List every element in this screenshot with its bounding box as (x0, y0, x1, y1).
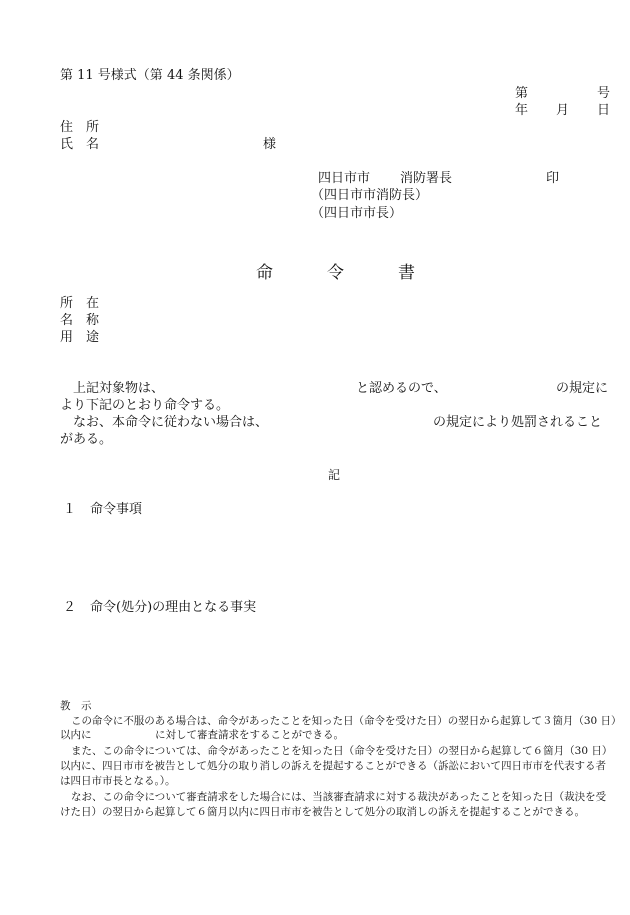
body-p2-a: なお、本命令に従わない場合は、 (73, 415, 269, 430)
title-char: 命 (256, 263, 273, 283)
item-1-number: １ (63, 502, 77, 517)
body-p1-b: と認めるので、 (356, 381, 447, 396)
issuer-alt-2: （四日市市長） (311, 206, 403, 221)
date-month: 月 (556, 103, 570, 118)
body-p1-c: の規定に (556, 381, 609, 396)
property-name-label: 名 称 (60, 313, 100, 328)
doc-number-suffix: 号 (597, 86, 611, 101)
issuer-alt-1: （四日市市消防長） (311, 188, 429, 203)
name-label: 氏 名 (60, 137, 100, 152)
item-2-label: 命令(処分)の理由となる事実 (90, 600, 257, 615)
form-title: 第 11 号様式（第 44 条関係） (60, 68, 240, 83)
notice-p1-line2-pre: 以内に (60, 729, 92, 741)
notice-p2-line3: は四日市市長となる。）。 (60, 775, 176, 787)
date-day: 日 (597, 103, 611, 118)
honorific: 様 (263, 137, 277, 152)
notice-p1-line1: この命令に不服のある場合は、命令があったことを知った日（命令を受けた日）の翌日から起算して３箇月（30 日） (71, 715, 622, 727)
item-2-number: ２ (63, 600, 77, 615)
body-p1-a: 上記対象物は、 (73, 381, 165, 396)
notice-p1-line2-post: に対して審査請求をすることができる。 (155, 729, 344, 741)
doc-number-prefix: 第 (515, 86, 529, 101)
notice-p2-line2: 以内に、四日市市を被告として処分の取り消しの訴えを提起することができる（訴訟において四日市市を代表する者 (60, 760, 606, 772)
date-year: 年 (515, 103, 529, 118)
notice-p2-line1: また、この命令については、命令があったことを知った日（命令を受けた日）の翌日から起算して６箇月（30 日） (71, 745, 613, 757)
title-char: 令 (327, 263, 344, 283)
body-p1-d: より下記のとおり命令する。 (60, 398, 230, 413)
item-1-label: 命令事項 (90, 502, 143, 517)
location-label: 所 在 (60, 296, 100, 311)
address-label: 住 所 (60, 120, 100, 135)
notice-p3-line2: けた日）の翌日から起算して６箇月以内に四日市市を被告として処分の取消しの訴えを提起することができる。 (60, 806, 585, 818)
notice-heading: 教 示 (60, 700, 92, 712)
use-label: 用 途 (60, 330, 100, 345)
notice-p3-line1: なお、この命令について審査請求をした場合には、当該審査請求に対する裁決があったことを知った日（裁決を受 (71, 791, 607, 803)
seal-mark: 印 (546, 171, 560, 186)
body-p2-c: がある。 (60, 432, 113, 447)
ki-marker: 記 (328, 468, 341, 482)
title-char: 書 (398, 263, 415, 283)
issuer-city: 四日市市 (318, 171, 371, 186)
issuer-title: 消防署長 (400, 171, 453, 186)
body-p2-b: の規定により処罰されること (433, 415, 603, 430)
